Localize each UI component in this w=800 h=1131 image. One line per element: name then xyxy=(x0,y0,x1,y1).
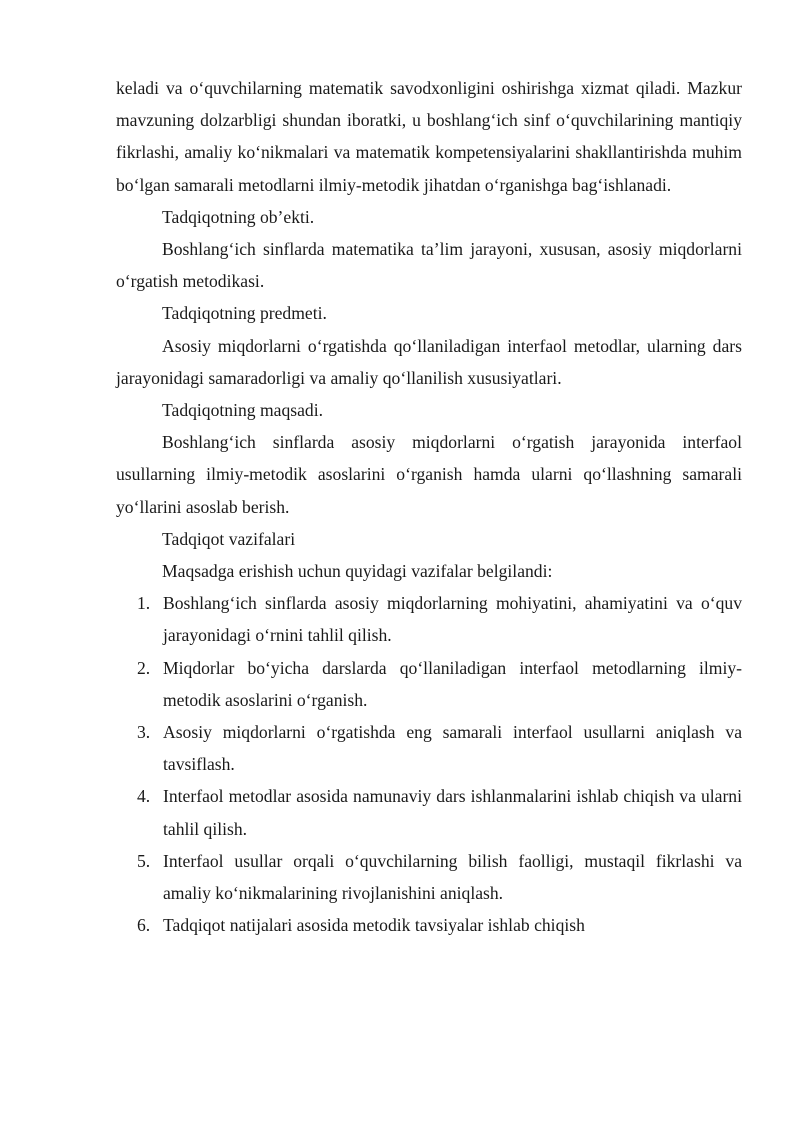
list-item xyxy=(116,587,742,651)
list-item xyxy=(116,909,742,941)
list-item-text: Miqdorlar bo‘yicha darslarda qo‘llaniladigan interfaol metodlarning ilmiy-metodik asoslarini o‘rganish. xyxy=(163,657,742,710)
tasks-intro: Maqsadga erishish uchun quyidagi vazifalar belgilandi: xyxy=(162,561,553,582)
list-item xyxy=(116,780,742,844)
subject-paragraph: Asosiy miqdorlarni o‘rgatishda qo‘llaniladigan interfaol metodlar, ularning dars jarayonidagi samaradorligi va amaliy qo‘llanilish xususiyatlari. xyxy=(116,335,742,388)
object-heading: Tadqiqotning ob’ekti. xyxy=(162,206,315,227)
list-item xyxy=(116,845,742,909)
subject-heading: Tadqiqotning predmeti. xyxy=(162,303,327,324)
goal-paragraph: Boshlang‘ich sinflarda asosiy miqdorlarni o‘rgatish jarayonida interfaol usullarning ilmiy-metodik asoslarini o‘rganish hamda ularni qo‘llashning samarali yo‘llarini asoslab berish. xyxy=(116,432,742,517)
list-item-text: Asosiy miqdorlarni o‘rgatishda eng samarali interfaol usullarni aniqlash va tavsiflash. xyxy=(163,722,742,775)
list-item-text: Interfaol usullar orqali o‘quvchilarning bilish faolligi, mustaqil fikrlashi va amaliy ko‘nikmalarining rivojlanishini aniqlash. xyxy=(163,850,742,904)
object-paragraph: Boshlang‘ich sinflarda matematika ta’lim jarayoni, xususan, asosiy miqdorlarni o‘rgatish metodikasi. xyxy=(116,239,742,292)
list-item-number: 5. xyxy=(137,850,151,871)
intro-paragraph: keladi va o‘quvchilarning matematik savodxonligini oshirishga xizmat qiladi. Mazkur mavzuning dolzarbligi shundan iboratki, u boshlang‘ich sinf o‘quvchilarining mantiqiy fikrlashi, amaliy ko‘nikmalari va matematik kompetensiyalarini shakllantirishda muhim bo‘lgan samarali metodlarni ilmiy-metodik jihatdan o‘rganishga bag‘ishlanadi. xyxy=(116,78,742,195)
list-item-text: Boshlang‘ich sinflarda asosiy miqdorlarning mohiyatini, ahamiyatini va o‘quv jarayonidagi o‘rnini tahlil qilish. xyxy=(163,593,742,646)
list-item-text: Interfaol metodlar asosida namunaviy dars ishlanmalarini ishlab chiqish va ularni tahlil qilish. xyxy=(163,786,742,839)
list-item xyxy=(116,716,742,780)
list-item-number: 2. xyxy=(137,657,151,678)
list-item xyxy=(116,652,742,716)
tasks-list xyxy=(116,587,742,941)
list-item-number: 6. xyxy=(137,915,151,936)
list-item-number: 1. xyxy=(137,593,151,614)
page-content xyxy=(116,72,742,941)
goal-heading: Tadqiqotning maqsadi. xyxy=(162,400,323,421)
tasks-heading: Tadqiqot vazifalari xyxy=(162,528,296,549)
list-item-number: 3. xyxy=(137,722,151,743)
list-item-number: 4. xyxy=(137,786,151,807)
list-item-text: Tadqiqot natijalari asosida metodik tavsiyalar ishlab chiqish xyxy=(163,915,585,936)
